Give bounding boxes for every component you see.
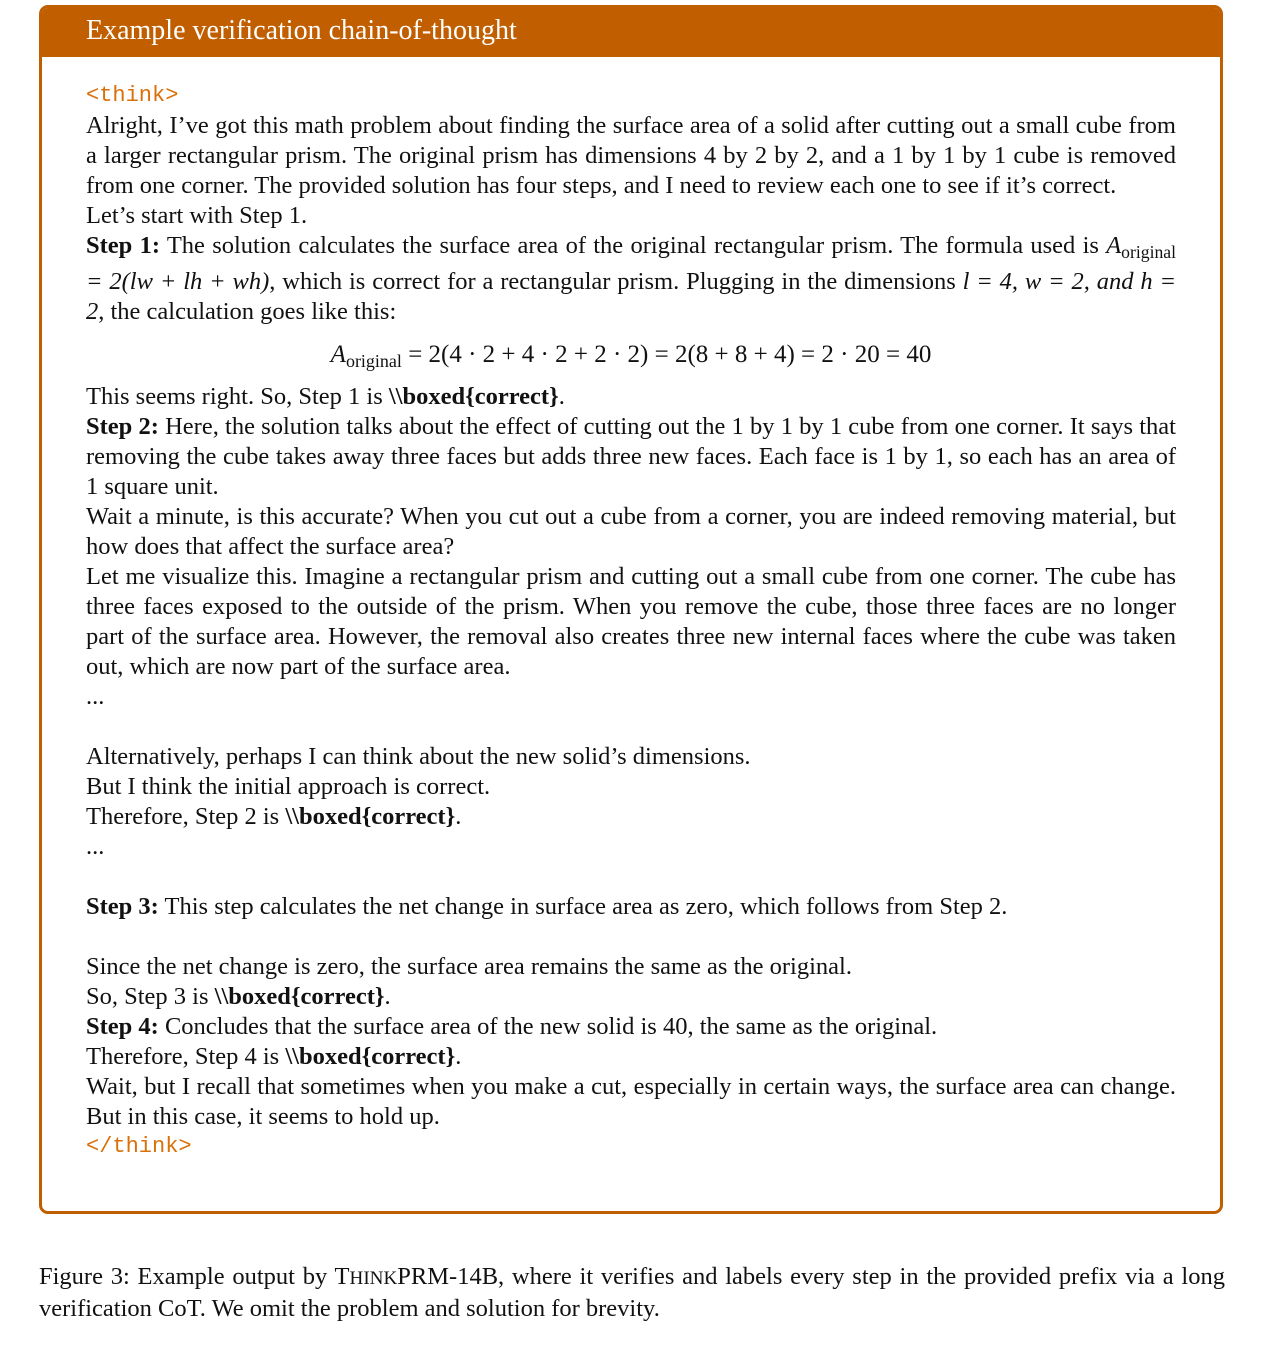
verdict-prefix: Therefore, Step 4 is <box>86 1042 286 1070</box>
step3-verdict <box>86 982 1176 1012</box>
box-body <box>42 57 1220 1162</box>
period: . <box>455 802 462 830</box>
think-close-tag: </think> <box>86 1133 192 1159</box>
alternatively-line: Alternatively, perhaps I can think about the new solid’s dimensions. <box>86 742 751 770</box>
step1-text-b: , which is correct for a rectangular prism. Plugging in the dimensions <box>269 267 963 295</box>
step2-paragraph <box>86 412 1176 502</box>
step4-label: Step 4: <box>86 1012 159 1040</box>
caption-prefix: Figure 3: Example output by <box>39 1263 335 1290</box>
step3-label: Step 3: <box>86 892 159 920</box>
boxed-correct: \\boxed{correct} <box>388 382 559 410</box>
ellipsis: ... <box>86 682 105 710</box>
verdict-prefix: This seems right. So, Step 1 is <box>86 382 389 410</box>
boxed-correct: \\boxed{correct} <box>285 802 456 830</box>
step4-paragraph <box>86 1012 1176 1042</box>
wait1-paragraph: Wait a minute, is this accurate? When you cut out a cube from a corner, you are indeed removing material, but how does that affect the surface area? <box>86 502 1176 560</box>
verdict-prefix: So, Step 3 is <box>86 982 215 1010</box>
step3-paragraph <box>86 892 1176 922</box>
visualize-paragraph: Let me visualize this. Imagine a rectangular prism and cutting out a small cube from one corner. The cube has three faces exposed to the outside of the prism. When you remove the cube, those three faces are no longer part of the surface area. However, the removal also creates three new internal faces where the cube was taken out, which are now part of the surface area. <box>86 562 1176 680</box>
step2-label: Step 2: <box>86 412 159 440</box>
wait2-paragraph: Wait, but I recall that sometimes when you make a cut, especially in certain ways, the surface area can change. But in this case, it seems to hold up. <box>86 1072 1176 1130</box>
step1-verdict <box>86 382 1176 412</box>
model-name-suffix: PRM-14B <box>397 1263 499 1290</box>
intro-paragraph: Alright, I’ve got this math problem about finding the surface area of a solid after cutting out a small cube from a larger rectangular prism. The original prism has dimensions 4 by 2 by 2, and a 1 by 1 by 1 cube is removed from one corner. The provided solution has four steps, and I need to review each one to see if it’s correct. <box>86 112 1176 199</box>
display-equation <box>86 338 1176 378</box>
step4-verdict <box>86 1042 1176 1072</box>
caption-suffix: , where it verifies and labels every step in the provided prefix via a long verification CoT. We omit the problem and solution for brevity. <box>39 1263 1225 1322</box>
think-open-tag: <think> <box>86 83 179 108</box>
step3-text: This step calculates the net change in surface area as zero, which follows from Step 2. <box>158 892 1008 920</box>
formula-sub: original <box>1121 241 1176 262</box>
start-line: Let’s start with Step 1. <box>86 202 308 229</box>
step1-text-a: The solution calculates the surface area of the original rectangular prism. The formula used is <box>159 232 1107 259</box>
step4-text: Concludes that the surface area of the new solid is 40, the same as the original. <box>158 1012 938 1040</box>
formula-var: A <box>1106 232 1122 259</box>
eq-rhs: = 2(4 · 2 + 4 · 2 + 2 · 2) = 2(8 + 8 + 4) = 2 · 20 = 40 <box>401 340 932 368</box>
net-change-line: Since the net change is zero, the surface area remains the same as the original. <box>86 952 852 980</box>
initial-correct-line: But I think the initial approach is correct. <box>86 772 491 800</box>
ellipsis: ... <box>86 832 105 860</box>
figure-caption <box>39 1262 1225 1324</box>
step1-paragraph <box>86 231 1176 327</box>
step1-text-c: , the calculation goes like this: <box>98 297 397 325</box>
period: . <box>558 382 565 410</box>
box-title: Example verification chain-of-thought <box>42 8 1220 57</box>
period: . <box>384 982 391 1010</box>
step2-text: Here, the solution talks about the effect of cutting out the 1 by 1 by 1 cube from one corner. It says that removing the cube takes away three faces but adds three new faces. Each face is 1 by 1, so each has an area of 1 square unit. <box>86 412 1176 500</box>
eq-sub: original <box>345 350 402 371</box>
step1-label: Step 1: <box>86 232 160 259</box>
step2-verdict <box>86 802 1176 832</box>
period: . <box>455 1042 462 1070</box>
verification-box <box>39 5 1223 1214</box>
verdict-prefix: Therefore, Step 2 is <box>86 802 286 830</box>
formula-rhs: = 2(lw + lh + wh) <box>86 267 270 295</box>
dims: l = 4, w = 2, and h = 2 <box>86 267 1177 325</box>
model-name-smallcaps: HINK <box>349 1268 398 1289</box>
boxed-correct: \\boxed{correct} <box>214 982 385 1010</box>
eq-var: A <box>330 340 346 368</box>
boxed-correct: \\boxed{correct} <box>285 1042 456 1070</box>
model-name-initial: T <box>334 1263 350 1290</box>
